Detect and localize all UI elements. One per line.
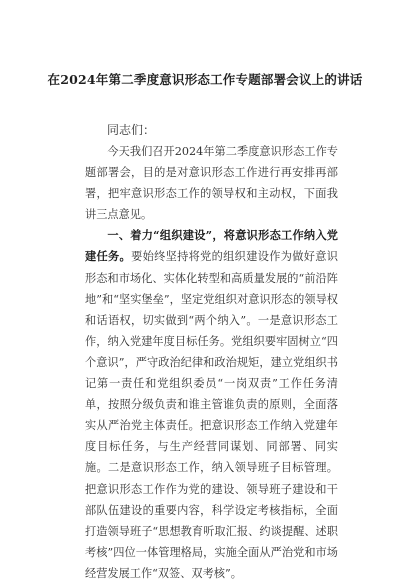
section-heading: 一、着力“组织建设”，将意识形态工作纳入党建任务。	[85, 228, 338, 264]
document-title: 在2024年第二季度意识形态工作专题部署会议上的讲话	[47, 72, 363, 87]
greeting: 同志们：	[107, 123, 156, 137]
section-text: 要始终坚持将党的组织建设作为做好意识形态和市场化、实体化转型和高质量发展的“前沿阵地”和“坚实堡垒”，坚定党组织对意识形态的领导权和话语权，切实做到“两个纳入”。一是意识形态工作，纳入党建年度目标任务。党组织要牢固树立“四个意识”，严守政治纪律和政治规矩，建立党组织书记第一责任和党组织委员“一岗双责”工作任务清单，按照分级负责和谁主管谁负责的原则，全面落实从严治党主体责任。把意识形态工作纳入党建年度目标任务，与生产经营同谋划、同部署、同实施。二是意识形态工作，纳入领导班子目标管理。把意识形态工作作为党的建设、领导班子建设和干部队伍建设的重要内容，科学设定考核指标，全面打造领导班子“思想教育听取汇报、约谈提醒、述职考核”四位一体管理格局，实施全面从严治党和市场经营发展工作“双签、双考核”。	[85, 250, 338, 580]
paragraph-section-one	[85, 225, 338, 584]
paragraph-intro: 今天我们召开2024年第二季度意识形态工作专题部署会，目的是对意识形态工作进行再安排再部署，把牢意识形态工作的领导权和主动权，下面我讲三点意见。	[85, 145, 338, 222]
document-body	[85, 141, 338, 584]
